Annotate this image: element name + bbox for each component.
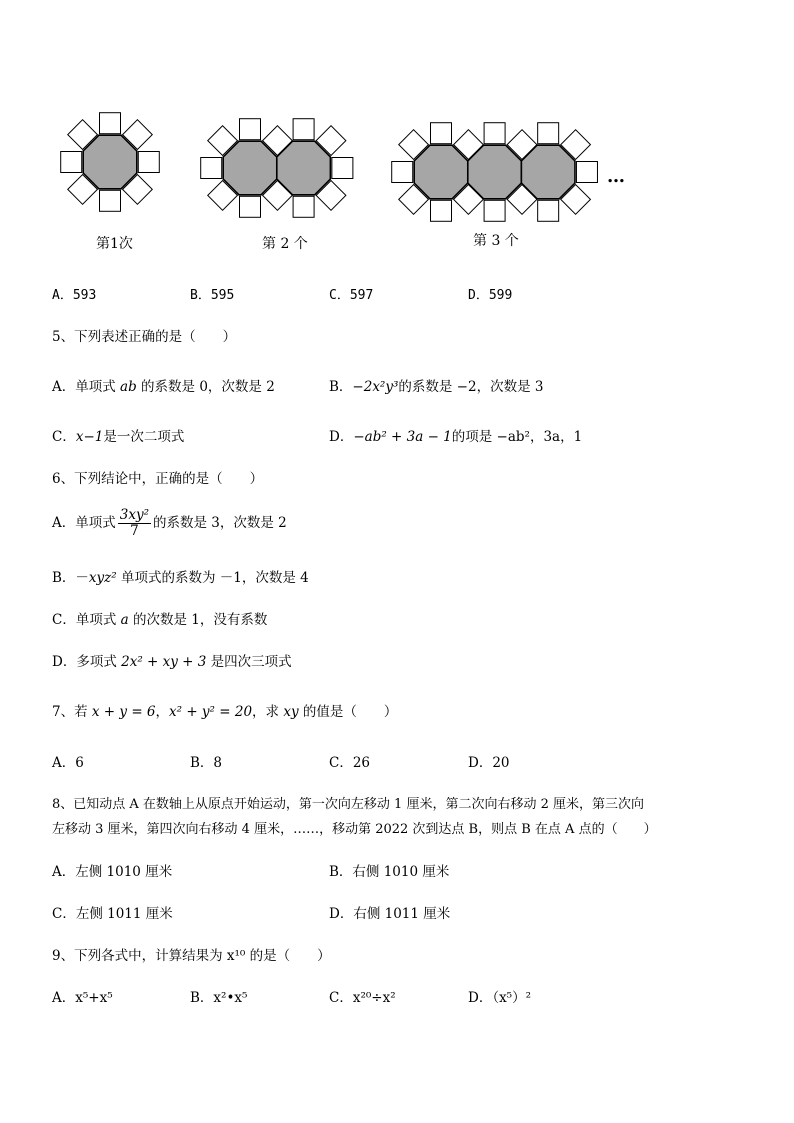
q9-stem: 9、下列各式中，计算结果为 x¹⁰ 的是（ ） — [52, 948, 331, 964]
pattern-figure — [55, 110, 635, 260]
q6-option-b: B．－xyz² 单项式的系数为 －1，次数是 4 — [52, 570, 309, 586]
q8-option-a: A．左侧 1010 厘米 — [52, 864, 173, 880]
figure-caption-2: 第 2 个 — [262, 236, 308, 252]
q5-stem: 5、下列表述正确的是（ ） — [52, 329, 237, 345]
q7-option-a: A．6 — [52, 755, 84, 771]
q4-option-c: C．597 — [329, 288, 374, 303]
q7-option-d: D．20 — [468, 755, 510, 771]
square — [431, 200, 452, 221]
square — [201, 158, 222, 179]
q8-stem-line-2: 左移动 3 厘米，第四次向右移动 4 厘米，……，移动第 2022 次到达点 B，则点 B 在点 A 点的（ ） — [52, 822, 657, 837]
q7-stem: 7、若 x + y = 6，x² + y² = 20，求 xy 的值是（ ） — [52, 704, 398, 720]
octagon — [83, 135, 137, 189]
q9-option-a: A．x⁵+x⁵ — [52, 990, 113, 1006]
square — [484, 200, 505, 221]
q8-option-b: B．右侧 1010 厘米 — [329, 864, 450, 880]
q8-option-d: D．右侧 1011 厘米 — [329, 906, 451, 922]
square — [484, 123, 505, 144]
q4-option-b: B．595 — [190, 288, 235, 303]
q6-option-d: D．多项式 2x² + xy + 3 是四次三项式 — [52, 654, 292, 670]
square — [576, 162, 597, 183]
figure-ellipsis: … — [607, 166, 625, 187]
octagon — [414, 145, 468, 199]
square — [138, 152, 159, 173]
figure-caption-1: 第1次 — [96, 236, 133, 252]
square — [100, 113, 121, 134]
q5-option-c: C．x−1是一次二项式 — [52, 429, 185, 445]
octagon — [468, 145, 522, 199]
q9-option-b: B．x²•x⁵ — [190, 990, 248, 1006]
square — [332, 158, 353, 179]
q4-option-d: D．599 — [468, 288, 513, 303]
octagon — [521, 145, 575, 199]
q8-stem-line-1: 8、已知动点 A 在数轴上从原点开始运动，第一次向左移动 1 厘米，第二次向右移动 2 厘米，第三次向 — [52, 797, 644, 812]
q7-option-b: B．8 — [190, 755, 223, 771]
q9-option-d: D．（x⁵）² — [468, 990, 532, 1006]
square — [100, 190, 121, 211]
q5-option-d: D．−ab² + 3a − 1的项是 −ab²，3a，1 — [329, 429, 583, 445]
fraction: $\frac{\text{3xy²}}{7}$ — [119, 507, 149, 539]
q9-option-c: C．x²⁰÷x² — [329, 990, 396, 1006]
square — [392, 162, 413, 183]
square — [538, 123, 559, 144]
square — [293, 119, 314, 140]
q7-option-c: C．26 — [329, 755, 371, 771]
square — [293, 196, 314, 217]
octagon-square-pattern — [55, 110, 635, 235]
square — [240, 196, 261, 217]
octagon — [223, 141, 277, 195]
q6-stem: 6、下列结论中，正确的是（ ） — [52, 471, 264, 487]
q5-option-b: B．−2x²y³的系数是 −2，次数是 3 — [329, 379, 544, 395]
q4-option-a: A．593 — [52, 288, 97, 303]
q6-option-c: C．单项式 a 的次数是 1，没有系数 — [52, 612, 268, 628]
q8-option-c: C．左侧 1011 厘米 — [52, 906, 173, 922]
q6-option-a: A．单项式 $\frac{\text{3xy²}}{7}$ 的系数是 3，次数是 2 — [52, 507, 287, 539]
square — [538, 200, 559, 221]
square — [61, 152, 82, 173]
square — [431, 123, 452, 144]
octagon — [277, 141, 331, 195]
square — [240, 119, 261, 140]
q5-option-a: A．单项式 ab 的系数是 0，次数是 2 — [52, 379, 275, 395]
figure-caption-3: 第 3 个 — [473, 233, 519, 249]
